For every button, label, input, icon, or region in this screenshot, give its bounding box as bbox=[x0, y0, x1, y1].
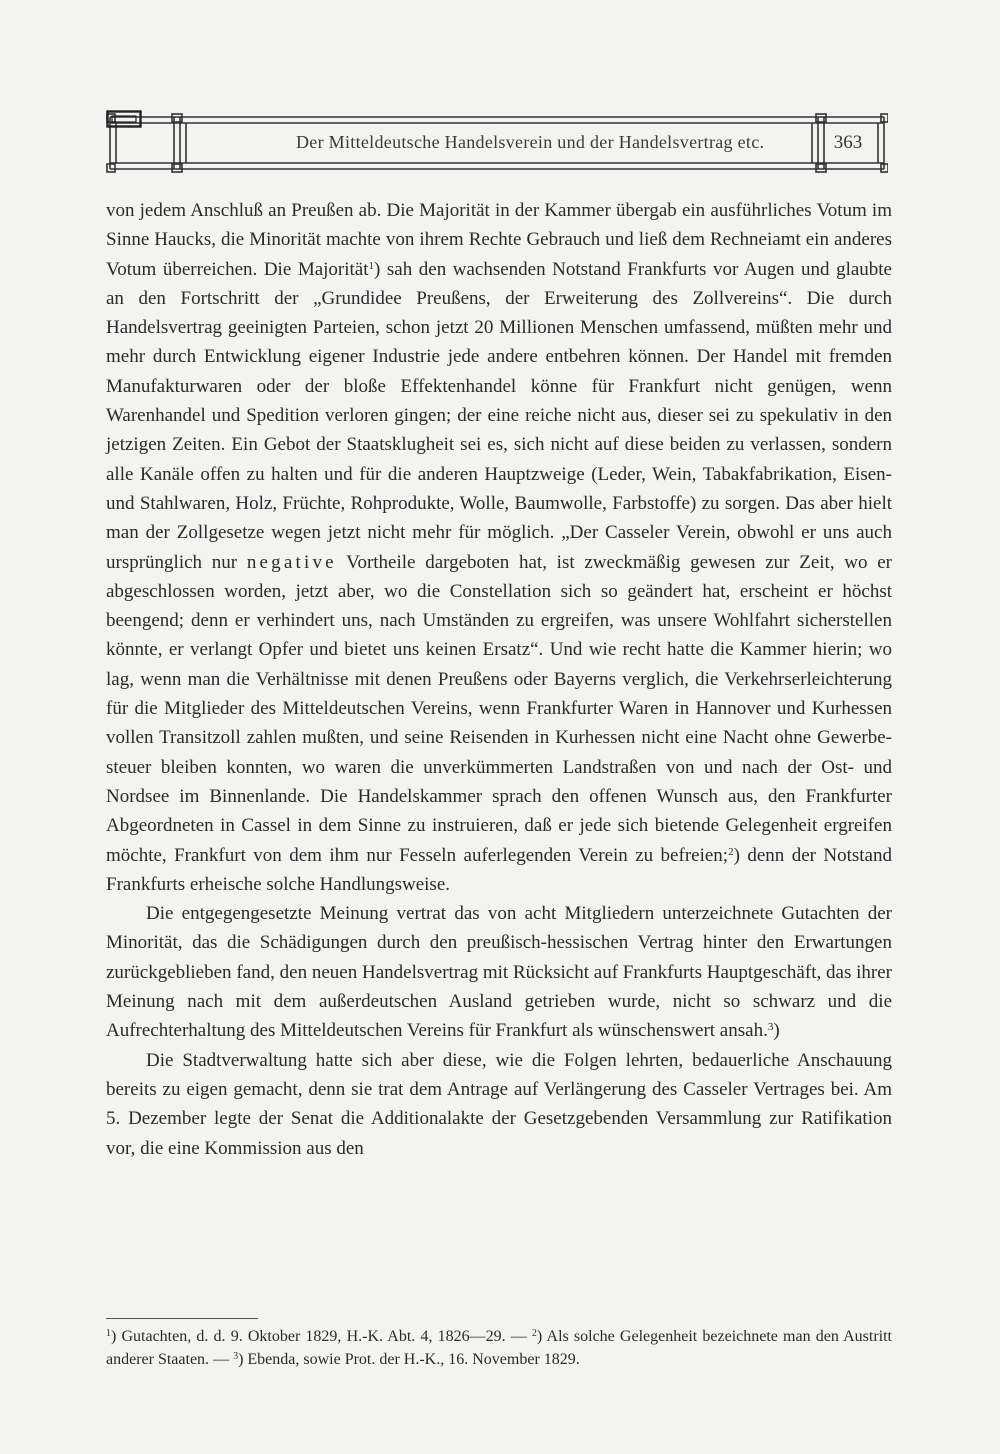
footnote-text-1: ) Gutachten, d. d. 9. Oktober 1829, H.-K. Abt. 4, 1826—29. — bbox=[111, 1328, 532, 1345]
footnote-text-2: ) Als solche Gelegenheit bezeichnete man den Austritt anderer Staaten. — bbox=[106, 1328, 893, 1368]
footnote-ref-3: 3 bbox=[767, 1021, 774, 1034]
text-run: von jedem Anschluß an Preußen ab. Die Majorität in der Kammer übergab ein ausführliches Votum im Sinne Haucks, die Minorität machte von ihrem Rechte Gebrauch und ließ dem Rechneiamt ein anderes Votum überreichen. Die Majorität bbox=[106, 200, 892, 280]
text-run: ) sah den wachsenden Notstand Frankfurts vor Augen und glaubte an den Fortschritt der „Grundidee Preußens, der Erweiterung des Zollvereins“. Die durch Handelsvertrag geeinigten Parteien, schon jetzt 20 Millionen Menschen umfassend, müßten mehr und mehr durch Entwicklung eigener Industrie jede andere entbehren können. Der Handel mit fremden Manufakturwaren oder der bloße Effektenhandel könne für Frankfurt nicht genügen, wenn Warenhandel und Spedition verloren gingen; der eine reiche nicht aus, dieser sei zu spekulativ in den jetzigen Zeiten. Ein Gebot der Staatsklugheit sei es, sich nicht auf diese beiden zu verlassen, sondern alle Kanäle offen zu halten und für die anderen Hauptzweige (Leder, Wein, Tabakfabrikation, Eisen- und Stahlwaren, Holz, Früchte, Rohprodukte, Wolle, Baumwolle, Farbstoffe) zu sorgen. Das aber hielt man der Zollgesetze wegen jetzt nicht mehr für möglich. „Der Casseler Verein, obwohl er uns auch ursprünglich nur bbox=[106, 258, 892, 573]
paragraph-2 bbox=[106, 899, 892, 1045]
footnote-marker-2: 2 bbox=[531, 1328, 537, 1339]
footnotes bbox=[106, 1326, 892, 1371]
running-title: Der Mitteldeutsche Handelsverein und der Handelsvertrag etc. bbox=[296, 132, 765, 152]
footnote-marker-3: 3 bbox=[233, 1350, 239, 1362]
emphasized-word: negative bbox=[246, 551, 337, 573]
footnote-text-3: ) Ebenda, sowie Prot. der H.-K., 16. November 1829. bbox=[238, 1350, 580, 1368]
body-text bbox=[106, 196, 892, 1163]
page-number: 363 bbox=[833, 132, 863, 153]
footnote-rule bbox=[106, 1318, 258, 1319]
footnote-marker-1: 1 bbox=[106, 1328, 111, 1339]
running-head bbox=[106, 110, 888, 176]
footnote-ref-2: 2 bbox=[728, 845, 734, 858]
footnote-block bbox=[106, 1326, 892, 1371]
paragraph-1 bbox=[106, 196, 892, 899]
text-run: ) denn der Notstand Frankfurts erheische solche Handlungsweise. bbox=[106, 844, 892, 895]
framed-rectangle-ornament-icon bbox=[106, 110, 142, 128]
text-run: Vortheile dargeboten hat, ist zweckmäßig gewesen zur Zeit, wo er abgeschlossen worden, jetzt aber, wo die Constellation sich so geändert hat, erscheint er höchst beengend; denn er verhindert uns, nach Umständen zu ergreifen, was unsere Wohlfahrt sicherstellen könnte, er verlangt Opfer und bietet uns keinen Ersatz“. Und wie recht hatte die Kammer hierin; wo lag, wenn man die Verhältnisse mit denen Preußens oder Bayerns verglich, die Verkehrserleichterung für die Mitglieder des Mitteldeutschen Vereins, wenn Frankfurter Waren in Hannover und Kurhessen vollen Transitzoll zahlen mußten, und seine Reisenden in Kurhessen nicht eine Nacht ohne Gewerbesteuer bleiben konnten, wo waren die unverkümmerten Landstraßen von und nach der Ost- und Nordsee im Binnenlande. Die Handelskammer sprach den offenen Wunsch aus, den Frankfurter Abgeordneten in Cassel in dem Sinne zu instruieren, daß er jede sich bietende Gelegenheit ergreifen möchte, Frankfurt von dem ihm nur Fesseln auferlegenden Verein zu befreien; bbox=[106, 551, 892, 866]
paragraph-3 bbox=[106, 1046, 892, 1163]
text-run: Die entgegengesetzte Meinung vertrat das von acht Mitgliedern unterzeichnete Gutachten der Minorität, das die Schädigungen durch den preußisch-hessischen Vertrag hinter den Erwartungen zurückgeblieben fand, den neuen Handelsvertrag mit Rücksicht auf Frankfurts Hauptgeschäft, das ihrer Meinung nach mit dem außerdeutschen Ausland getrieben wurde, nicht so schwarz und die Aufrechterhaltung des Mitteldeutschen Vereins für Frankfurt als wünschenswert ansah. bbox=[106, 903, 892, 1042]
text-run: Die Stadtverwaltung hatte sich aber diese, wie die Folgen lehrten, bedauerliche Anschauung bereits zu eigen gemacht, denn sie trat dem Antrage auf Verlängerung des Casseler Vertrages bei. Am 5. Dezember legte der Senat die Additionalakte der Gesetzgebenden Versammlung zur Ratifikation vor, die eine Kommission aus den bbox=[106, 1049, 892, 1159]
text-run: ) bbox=[773, 1020, 780, 1042]
footnote-ref-1: 1 bbox=[368, 259, 375, 272]
